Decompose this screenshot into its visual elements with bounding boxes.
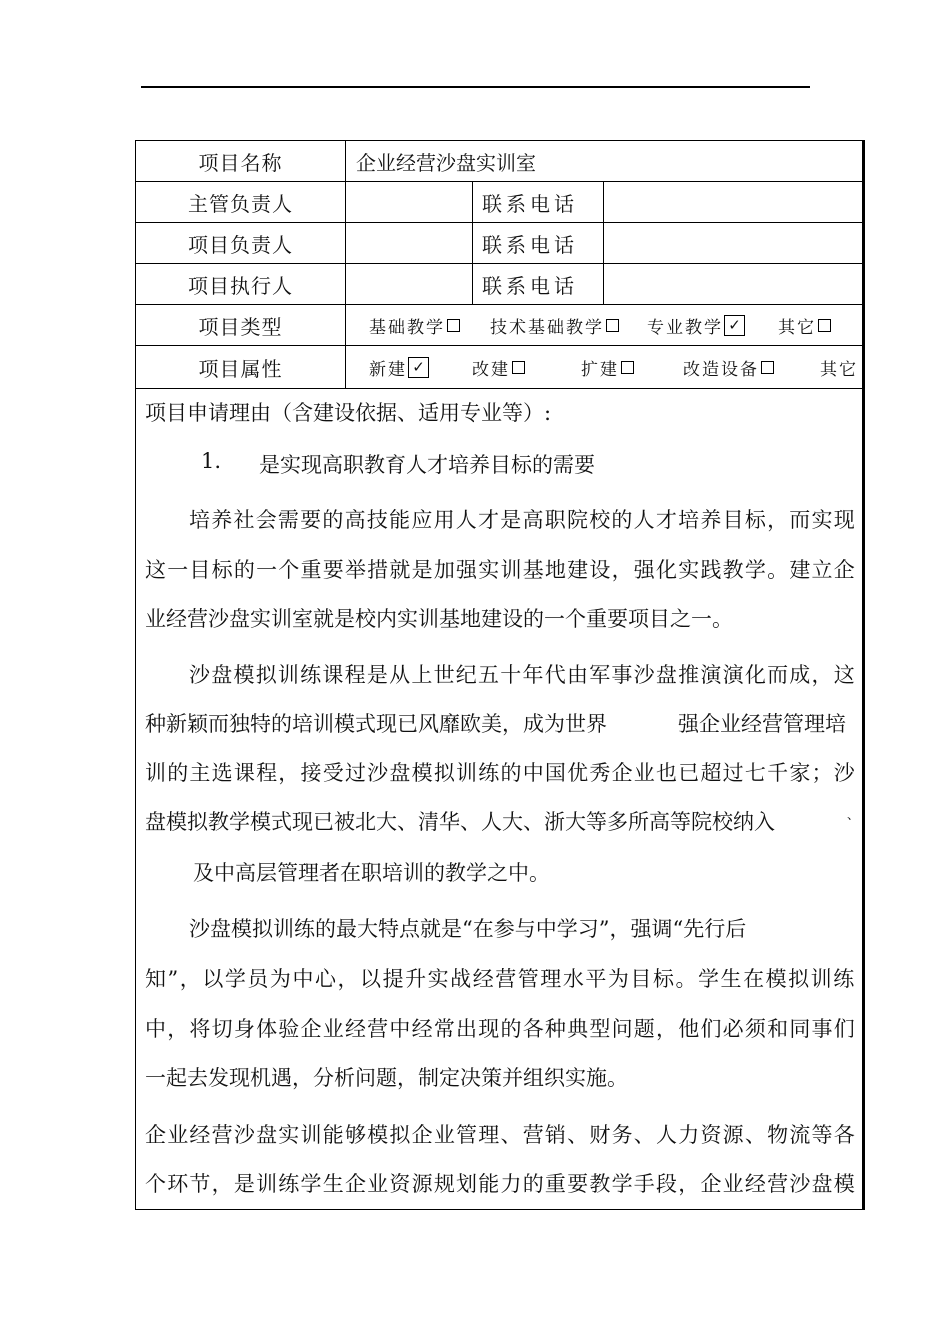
- type-option-professional-label: 专业教学: [647, 317, 723, 338]
- executor-phone-label: 联系电话: [473, 264, 604, 304]
- attr-option-renovate[interactable]: [683, 346, 774, 388]
- paragraph-line: 中，将切身体验企业经营中经常出现的各种典型问题，他们必须和同事们: [145, 1017, 856, 1041]
- paragraph-line: 、: [847, 808, 860, 822]
- executor-label: 项目执行人: [136, 264, 346, 304]
- attr-option-renovate-label: 改造设备: [683, 359, 759, 380]
- type-option-basic[interactable]: [369, 305, 460, 345]
- checkbox-icon[interactable]: [606, 319, 619, 332]
- project-type-label: 项目类型: [136, 305, 346, 345]
- row-executor: [136, 264, 862, 305]
- paragraph-line: 沙盘模拟训练的最大特点就是“在参与中学习”，强调“先行后: [189, 917, 747, 941]
- row-project-type: [136, 305, 862, 346]
- project-attribute-label: 项目属性: [136, 346, 346, 388]
- type-option-professional[interactable]: [647, 305, 745, 345]
- checkbox-checked-icon[interactable]: [724, 315, 745, 336]
- row-supervisor: [136, 182, 862, 223]
- leader-phone-value[interactable]: [604, 223, 862, 263]
- checkbox-icon[interactable]: [761, 361, 774, 374]
- type-option-basic-label: 基础教学: [369, 317, 445, 338]
- paragraph-line: 知”，以学员为中心，以提升实战经营管理水平为目标。学生在模拟训练: [145, 967, 856, 991]
- paragraph-line: 培养社会需要的高技能应用人才是高职院校的人才培养目标，而实现: [189, 508, 856, 532]
- checkbox-checked-icon[interactable]: [408, 357, 429, 378]
- row-leader: [136, 223, 862, 264]
- executor-value[interactable]: [346, 264, 473, 304]
- leader-label: 项目负责人: [136, 223, 346, 263]
- attr-option-rebuild-label: 改建: [472, 359, 510, 380]
- attr-option-expand-label: 扩建: [581, 359, 619, 380]
- project-name-value[interactable]: 企业经营沙盘实训室: [356, 150, 536, 175]
- type-option-other[interactable]: [778, 305, 831, 345]
- section-title: 是实现高职教育人才培养目标的需要: [259, 453, 595, 477]
- paragraph-line: 这一目标的一个重要举措就是加强实训基地建设，强化实践教学。建立企: [145, 558, 856, 582]
- attr-option-rebuild[interactable]: [472, 346, 525, 388]
- paragraph-line: 训的主选课程，接受过沙盘模拟训练的中国优秀企业也已超过七千家；沙: [145, 761, 856, 785]
- paragraph-line: 强企业经营管理培: [678, 712, 846, 736]
- leader-phone-label: 联系电话: [473, 223, 604, 263]
- executor-phone-value[interactable]: [604, 264, 862, 304]
- attr-option-expand[interactable]: [581, 346, 634, 388]
- checkbox-icon[interactable]: [447, 319, 460, 332]
- checkbox-icon[interactable]: [818, 319, 831, 332]
- type-option-tech-basic-label: 技术基础教学: [490, 317, 604, 338]
- attr-option-other-label: 其它: [820, 359, 858, 380]
- leader-value[interactable]: [346, 223, 473, 263]
- supervisor-value[interactable]: [346, 182, 473, 222]
- section-number: 1.: [201, 449, 222, 473]
- row-project-name: [136, 141, 862, 182]
- reason-heading: 项目申请理由（含建设依据、适用专业等）:: [145, 401, 552, 425]
- paragraph-line: 一起去发现机遇，分析问题，制定决策并组织实施。: [145, 1066, 628, 1090]
- project-name-label: 项目名称: [136, 141, 346, 181]
- supervisor-phone-value[interactable]: [604, 182, 862, 222]
- check-mark-icon: ✓: [412, 358, 425, 376]
- paragraph-line: 沙盘模拟训练课程是从上世纪五十年代由军事沙盘推演演化而成，这: [189, 663, 856, 687]
- application-form: [135, 140, 865, 1210]
- supervisor-phone-label: 联系电话: [473, 182, 604, 222]
- attr-option-other[interactable]: [820, 346, 858, 388]
- check-mark-icon: ✓: [728, 316, 741, 334]
- attr-option-new[interactable]: [369, 346, 429, 388]
- paragraph-line: 业经营沙盘实训室就是校内实训基地建设的一个重要项目之一。: [145, 607, 733, 631]
- paragraph-line: 种新颖而独特的培训模式现已风靡欧美，成为世界: [145, 712, 607, 736]
- paragraph-line: 个环节，是训练学生企业资源规划能力的重要教学手段，企业经营沙盘模: [145, 1172, 856, 1196]
- row-project-attribute: [136, 346, 862, 389]
- attr-option-new-label: 新建: [369, 359, 407, 380]
- paragraph-line: 盘模拟教学模式现已被北大、清华、人大、浙大等多所高等院校纳入: [145, 810, 775, 834]
- paragraph-line: 企业经营沙盘实训能够模拟企业管理、营销、财务、人力资源、物流等各: [145, 1123, 856, 1147]
- checkbox-icon[interactable]: [512, 361, 525, 374]
- supervisor-label: 主管负责人: [136, 182, 346, 222]
- header-rule: [141, 86, 810, 88]
- paragraph-line: 及中高层管理者在职培训的教学之中。: [193, 861, 550, 885]
- type-option-tech-basic[interactable]: [490, 305, 619, 345]
- type-option-other-label: 其它: [778, 317, 816, 338]
- checkbox-icon[interactable]: [621, 361, 634, 374]
